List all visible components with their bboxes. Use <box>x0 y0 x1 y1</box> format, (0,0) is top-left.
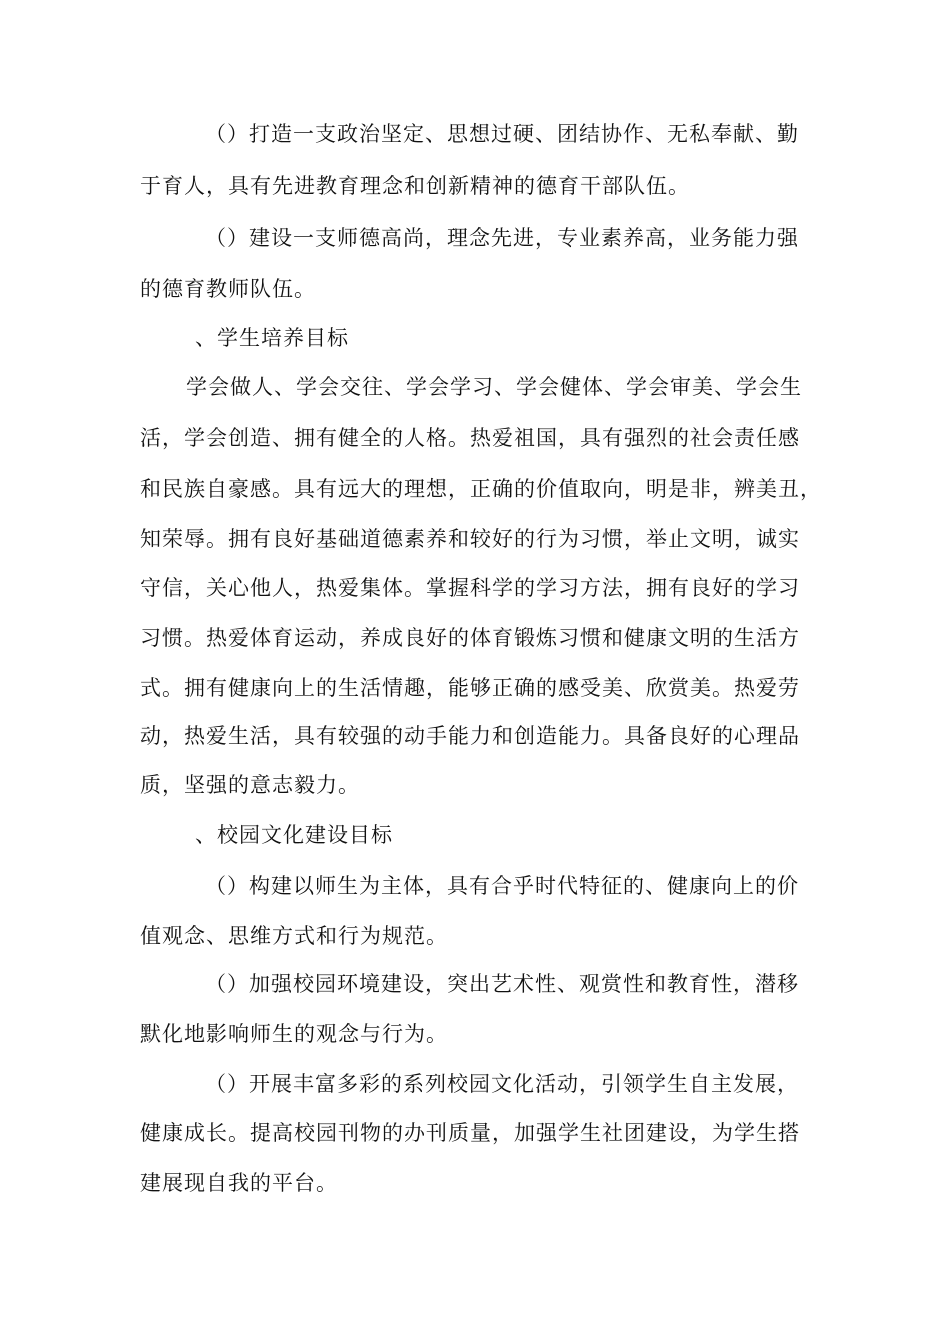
students-paragraph-line-9: 质，坚强的意志毅力。 <box>140 773 360 797</box>
culture-item-3-line-1: （）开展丰富多彩的系列校园文化活动，引领学生自主发展， <box>205 1072 799 1096</box>
teachers-item-2-line-2: 的德育教师队伍。 <box>140 277 316 301</box>
teachers-item-1-line-2: 于育人，具有先进教育理念和创新精神的德育干部队伍。 <box>140 174 690 198</box>
students-paragraph-line-1: 学会做人、学会交往、学会学习、学会健体、学会审美、学会生 <box>186 375 802 399</box>
culture-item-2-line-1: （）加强校园环境建设，突出艺术性、观赏性和教育性，潜移 <box>205 972 799 996</box>
culture-item-3-line-2: 健康成长。提高校园刊物的办刊质量，加强学生社团建设，为学生搭 <box>140 1121 800 1145</box>
students-heading: 、学生培养目标 <box>195 326 349 350</box>
teachers-item-1-line-1: （）打造一支政治坚定、思想过硬、团结协作、无私奉献、勤 <box>205 122 799 146</box>
teachers-item-2-line-1: （）建设一支师德高尚，理念先进，专业素养高，业务能力强 <box>205 226 799 250</box>
students-paragraph-line-5: 守信，关心他人，热爱集体。掌握科学的学习方法，拥有良好的学习 <box>140 576 800 600</box>
students-paragraph-line-6: 习惯。热爱体育运动，养成良好的体育锻炼习惯和健康文明的生活方 <box>140 626 800 650</box>
culture-item-1-line-1: （）构建以师生为主体，具有合乎时代特征的、健康向上的价 <box>205 874 799 898</box>
students-paragraph-line-2: 活，学会创造、拥有健全的人格。热爱祖国，具有强烈的社会责任感 <box>140 426 800 450</box>
students-paragraph-line-3: 和民族自豪感。具有远大的理想，正确的价值取向，明是非，辨美丑， <box>140 477 822 501</box>
culture-item-1-line-2: 值观念、思维方式和行为规范。 <box>140 924 448 948</box>
culture-item-3-line-3: 建展现自我的平台。 <box>140 1171 338 1195</box>
students-paragraph-line-4: 知荣辱。拥有良好基础道德素养和较好的行为习惯，举止文明，诚实 <box>140 527 800 551</box>
culture-heading: 、校园文化建设目标 <box>195 823 393 847</box>
students-paragraph-line-8: 动，热爱生活，具有较强的动手能力和创造能力。具备良好的心理品 <box>140 724 800 748</box>
students-paragraph-line-7: 式。拥有健康向上的生活情趣，能够正确的感受美、欣赏美。热爱劳 <box>140 676 800 700</box>
culture-item-2-line-2: 默化地影响师生的观念与行为。 <box>140 1022 448 1046</box>
